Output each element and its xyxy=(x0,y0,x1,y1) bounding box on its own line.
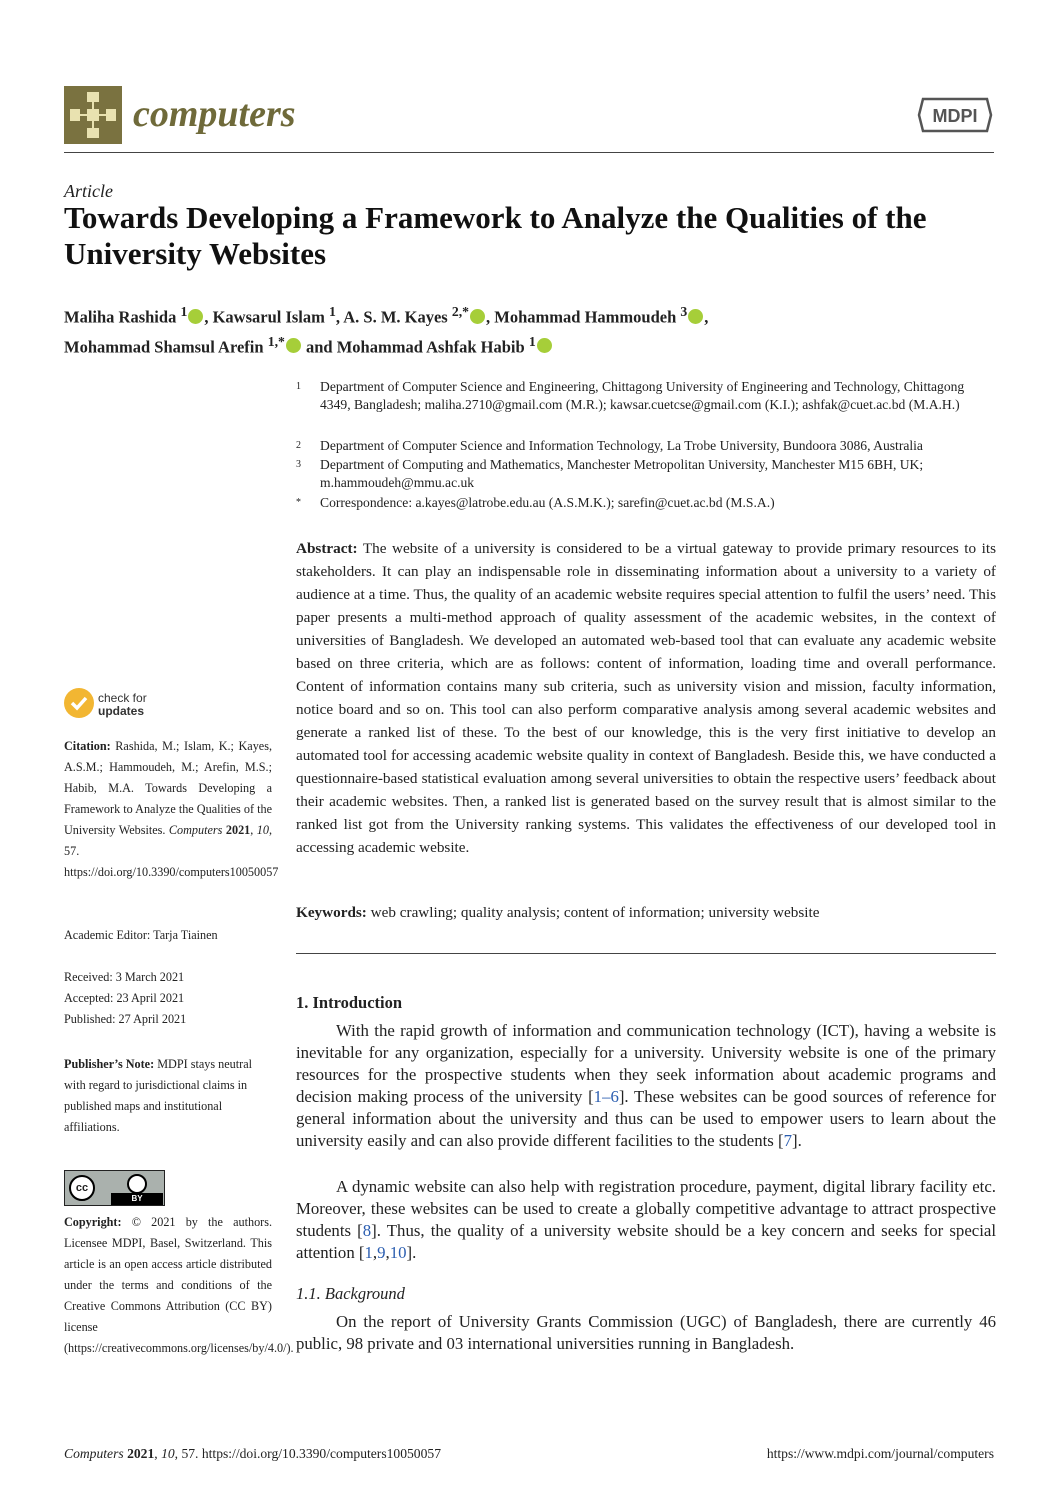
keywords-text: web crawling; quality analysis; content of information; university website xyxy=(370,904,820,921)
published-date: Published: 27 April 2021 xyxy=(64,1012,187,1026)
author-name: , Mohammad Hammoudeh xyxy=(486,307,681,327)
author-name: Mohammad Shamsul Arefin xyxy=(64,337,268,356)
author-affil: 1 xyxy=(329,304,336,319)
publisher-note: Publisher’s Note: MDPI stays neutral with regard to jurisdictional claims in published maps and institutional affiliations. xyxy=(64,1057,252,1134)
author-name: , A. S. M. Kayes xyxy=(335,307,452,327)
affiliation-1: 1 Department of Computer Science and Engineering, Chittagong University of Engineering and Technology, Chittagong 4349, Bangladesh; maliha.2710@gmail.com (M.R.); kawsar.cuetcse@gmail.com (K.I.); ashfak@cuet.ac.bd (M.A.H.) xyxy=(296,379,965,412)
citation: Citation: Rashida, M.; Islam, K.; Kayes, A.S.M.; Hammoudeh, M.; Arefin, M.S.; Habib, M.A. Towards Developing a Framework to Analyze the Qualities of the University Websites. Computers 2021, 10, 57. https://doi.org/10.3390/computers10050057 xyxy=(64,739,279,879)
copyright: Copyright: © 2021 by the authors. Licensee MDPI, Basel, Switzerland. This article is an open access article distributed under the terms and conditions of the Creative Commons Attribution (CC BY) license (https://creativecommons.org/licenses/by/4.0/). xyxy=(64,1215,294,1355)
received-date: Received: 3 March 2021 xyxy=(64,970,185,984)
orcid-icon[interactable] xyxy=(470,309,485,324)
keywords-label: Keywords: xyxy=(296,904,367,921)
citation-link[interactable]: 1 xyxy=(364,1243,373,1262)
mdpi-logo-text: MDPI xyxy=(932,106,978,126)
mdpi-logo-icon xyxy=(917,96,993,134)
journal-logo-icon xyxy=(64,86,122,144)
abstract xyxy=(296,537,996,859)
affiliation-3: 3 Department of Computing and Mathematics, Manchester Metropolitan University, Manchester M15 6BH, UK; m.hammoudeh@mmu.ac.uk xyxy=(296,457,924,490)
citation-link[interactable]: 9 xyxy=(377,1243,386,1262)
authors-line-2 xyxy=(64,330,1004,360)
citation-link[interactable]: 7 xyxy=(783,1131,792,1150)
authors xyxy=(64,300,1004,359)
abstract-rule xyxy=(296,953,996,954)
intro-paragraph-1: With the rapid growth of information and communication technology (ICT), having a website is inevitable for any organization, especially for a university. University website is one of the primary resources for the prospective students when they seek information about academic programs and decision making process of the university [1–6]. These websites can be good sources of reference for general information about the university and thus can be used to empower users to learn about the university easily and can also provide different facilities to the students [7]. xyxy=(296,1021,996,1150)
section-heading-introduction: 1. Introduction xyxy=(296,993,403,1012)
check-updates-label[interactable]: check for updates xyxy=(98,691,147,718)
orcid-icon[interactable] xyxy=(688,309,703,324)
author-affil: 2,* xyxy=(451,304,470,319)
article-type: Article xyxy=(64,181,113,201)
orcid-icon[interactable] xyxy=(188,309,203,324)
academic-editor: Academic Editor: Tarja Tiainen xyxy=(64,928,218,942)
citation-link[interactable]: 10 xyxy=(389,1243,407,1262)
paper-title: Towards Developing a Framework to Analyze the Qualities of the University Websites xyxy=(64,200,927,271)
journal-name: computers xyxy=(133,93,296,135)
header-rule xyxy=(64,152,994,153)
author-name: , Kawsarul Islam xyxy=(204,307,330,327)
check-updates-icon[interactable] xyxy=(64,688,94,718)
intro-paragraph-2: A dynamic website can also help with registration procedure, payment, digital library facility etc. Moreover, these websites can be used to create a globally competitive advantage to attract prospective students [8]. Thus, the quality of a university website should be a key concern and seeks for special attention [1,9,10]. xyxy=(296,1177,996,1262)
abstract-label: Abstract: xyxy=(296,540,358,557)
orcid-icon[interactable] xyxy=(537,338,552,353)
footer-journal-url[interactable]: https://www.mdpi.com/journal/computers xyxy=(766,1446,994,1461)
background-paragraph-1: On the report of University Grants Commission (UGC) of Bangladesh, there are currently 46 public, 98 private and 03 international universities running in Bangladesh. xyxy=(296,1312,996,1353)
author-affil: 1 xyxy=(528,333,536,349)
abstract-text: The website of a university is considered to be a virtual gateway to provide primary resources to its stakeholders. It can play an indispensable role in disseminating information about a university to a variety of audience at a time. Thus, the quality of an academic website requires special attention to fulfil the users’ need. This paper presents a multi-method approach of quality assessment of the academic websites, in the context of universities of Bangladesh. We developed an automated web-based tool that can evaluate any academic website based on three criteria, which are as follows: content of information, loading time and overall performance. Content of information contains many sub criteria, such as university vision and mission, faculty information, notice board and so on. This tool can also perform comparative analysis among several academic websites and generate a ranked list of these. To the best of our knowledge, this is the very first initiative to develop an automated tool for accessing academic website quality in context of Bangladesh. Beside this, we have conducted a questionnaire-based statistical evaluation among several universities to obtain the respective users’ feedback about their academic websites. Then, a ranked list is generated based on the survey result that is almost similar to the ranked list got from the University ranking systems. This validates the effectiveness of our developed tool in accessing academic website. xyxy=(296,540,996,856)
orcid-icon[interactable] xyxy=(286,338,301,353)
correspondence: * Correspondence: a.kayes@latrobe.edu.au (A.S.M.K.); sarefin@cuet.ac.bd (M.S.A.) xyxy=(296,495,775,510)
author-affil: 3 xyxy=(680,304,688,319)
authors-line-1: Maliha Rashida $^1$ , Kawsarul Islam $^1$, A. S. M. Kayes $^{2,*}$ , Mohammad Hammoudeh $^3$ , xyxy=(64,304,709,327)
by-label: BY xyxy=(111,1193,163,1205)
accepted-date: Accepted: 23 April 2021 xyxy=(64,991,185,1005)
author-name: and Mohammad Ashfak Habib xyxy=(301,337,529,356)
author-affil: 1 xyxy=(180,304,188,319)
keywords xyxy=(296,904,996,922)
author-affil: 1,* xyxy=(267,333,285,349)
footer-citation: Computers 2021, 10, 57. https://doi.org/10.3390/computers10050057 xyxy=(64,1446,441,1461)
citation-link[interactable]: 1–6 xyxy=(593,1087,619,1106)
section-heading-background: 1.1. Background xyxy=(296,1284,405,1303)
author-name: Maliha Rashida xyxy=(64,307,181,327)
cc-by-license-icon[interactable] xyxy=(64,1170,165,1206)
cc-icon: cc xyxy=(69,1175,95,1201)
citation-link[interactable]: 8 xyxy=(362,1221,372,1240)
person-icon xyxy=(127,1174,147,1194)
affiliation-2: 2 Department of Computer Science and Information Technology, La Trobe University, Bundoora 3086, Australia xyxy=(296,438,923,453)
